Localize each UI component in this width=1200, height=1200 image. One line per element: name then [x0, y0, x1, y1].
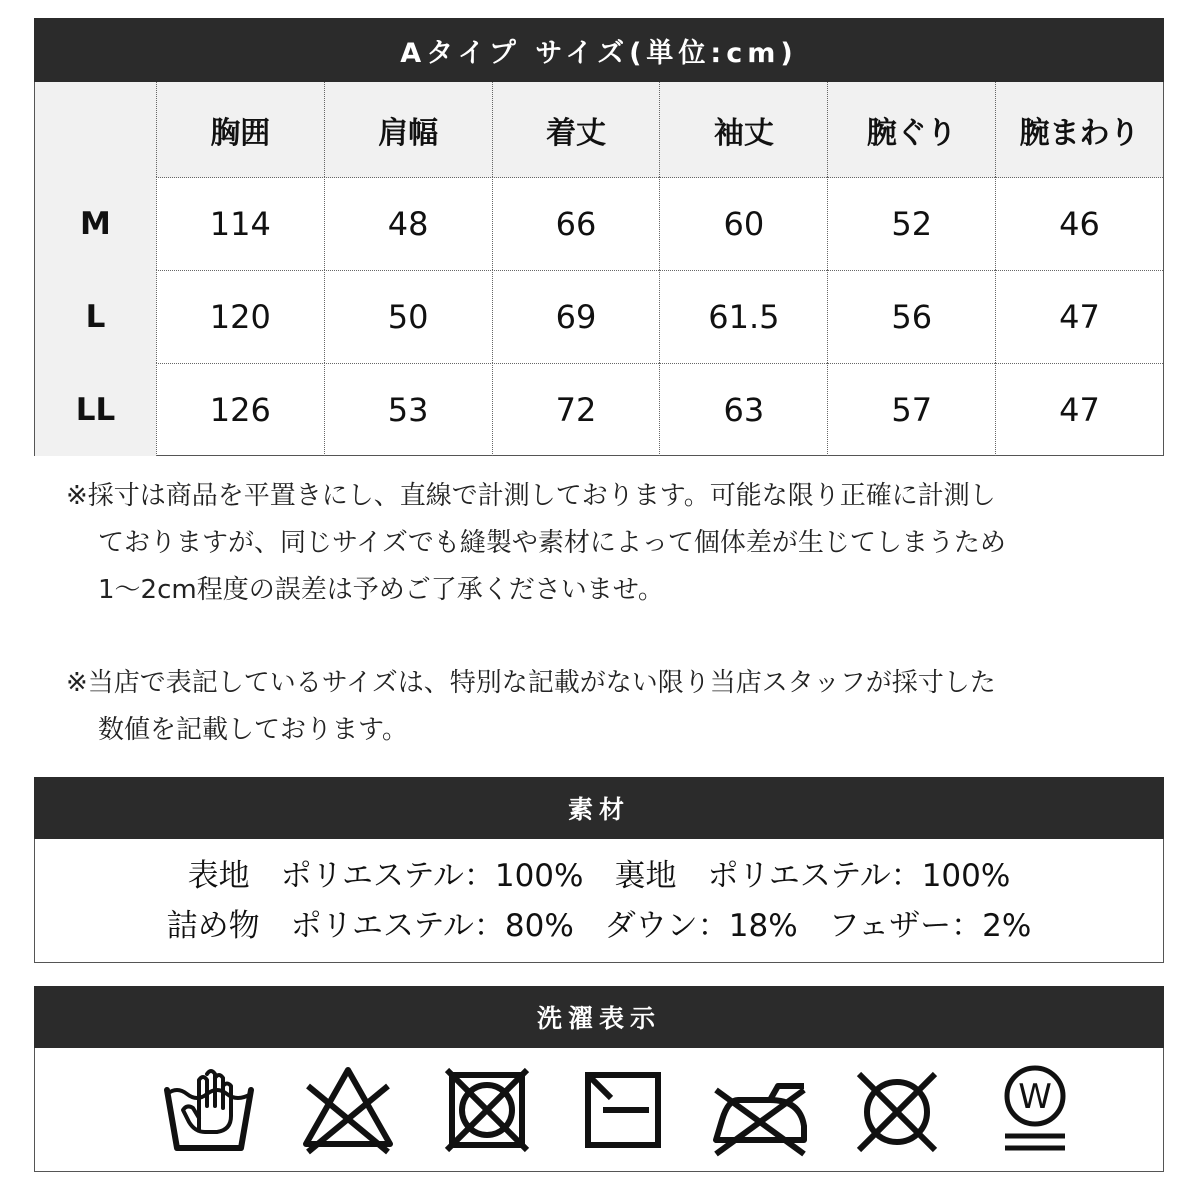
column-header: 腕ぐり — [827, 82, 995, 177]
table-cell: 56 — [827, 270, 995, 363]
care-symbols-box — [34, 1048, 1164, 1172]
column-header: 着丈 — [492, 82, 660, 177]
table-cell: 47 — [995, 270, 1163, 363]
no-bleach-icon — [298, 1060, 398, 1160]
table-cell: 50 — [324, 270, 492, 363]
column-header: 肩幅 — [324, 82, 492, 177]
note-line: ※採寸は商品を平置きにし、直線で計測しております。可能な限り正確に計測し — [66, 481, 996, 511]
table-cell: 53 — [324, 363, 492, 456]
no-iron-icon — [710, 1060, 810, 1160]
no-tumble-dry-icon — [437, 1060, 537, 1160]
size-section-title: Aタイプ サイズ(単位:cm) — [34, 18, 1164, 82]
table-cell: 47 — [995, 363, 1163, 456]
table-cell: 46 — [995, 177, 1163, 270]
wet-clean-letter: W — [1018, 1077, 1052, 1117]
table-cell: 72 — [492, 363, 660, 456]
table-cell: 126 — [156, 363, 324, 456]
table-cell: 48 — [324, 177, 492, 270]
size-table-header-row — [35, 82, 1163, 178]
table-cell: 61.5 — [659, 270, 827, 363]
size-label: L — [35, 270, 156, 363]
size-label: M — [35, 177, 156, 270]
material-line: 表地 ポリエステル：100% 裏地 ポリエステル：100% — [187, 857, 1011, 894]
note-line: 数値を記載しております。 — [98, 715, 408, 745]
column-header: 袖丈 — [659, 82, 827, 177]
header-empty-cell — [35, 82, 156, 177]
measurement-note — [66, 473, 1156, 614]
no-dry-clean-icon — [847, 1060, 947, 1160]
table-row — [35, 177, 1163, 271]
table-row — [35, 270, 1163, 364]
size-label: LL — [35, 363, 156, 456]
column-header: 胸囲 — [156, 82, 324, 177]
material-section-title: 素材 — [34, 777, 1164, 839]
note-line: 1～2cm程度の誤差は予めご了承くださいませ。 — [98, 575, 664, 605]
material-box — [34, 839, 1164, 963]
table-cell: 66 — [492, 177, 660, 270]
material-line: 詰め物 ポリエステル：80% ダウン：18% フェザー：2% — [166, 907, 1032, 944]
table-cell: 63 — [659, 363, 827, 456]
wet-clean-icon — [985, 1060, 1085, 1160]
table-cell: 114 — [156, 177, 324, 270]
size-source-note — [66, 660, 1156, 754]
table-cell: 60 — [659, 177, 827, 270]
column-header: 腕まわり — [995, 82, 1163, 177]
hand-wash-icon — [159, 1060, 259, 1160]
care-section-title: 洗濯表示 — [34, 986, 1164, 1048]
size-table — [34, 82, 1164, 456]
table-cell: 120 — [156, 270, 324, 363]
table-cell: 69 — [492, 270, 660, 363]
table-cell: 52 — [827, 177, 995, 270]
table-cell: 57 — [827, 363, 995, 456]
note-line: ※当店で表記しているサイズは、特別な記載がない限り当店スタッフが採寸した — [66, 668, 996, 698]
note-line: ておりますが、同じサイズでも縫製や素材によって個体差が生じてしまうため — [98, 528, 1006, 558]
line-dry-shade-icon — [573, 1060, 673, 1160]
table-row — [35, 363, 1163, 456]
